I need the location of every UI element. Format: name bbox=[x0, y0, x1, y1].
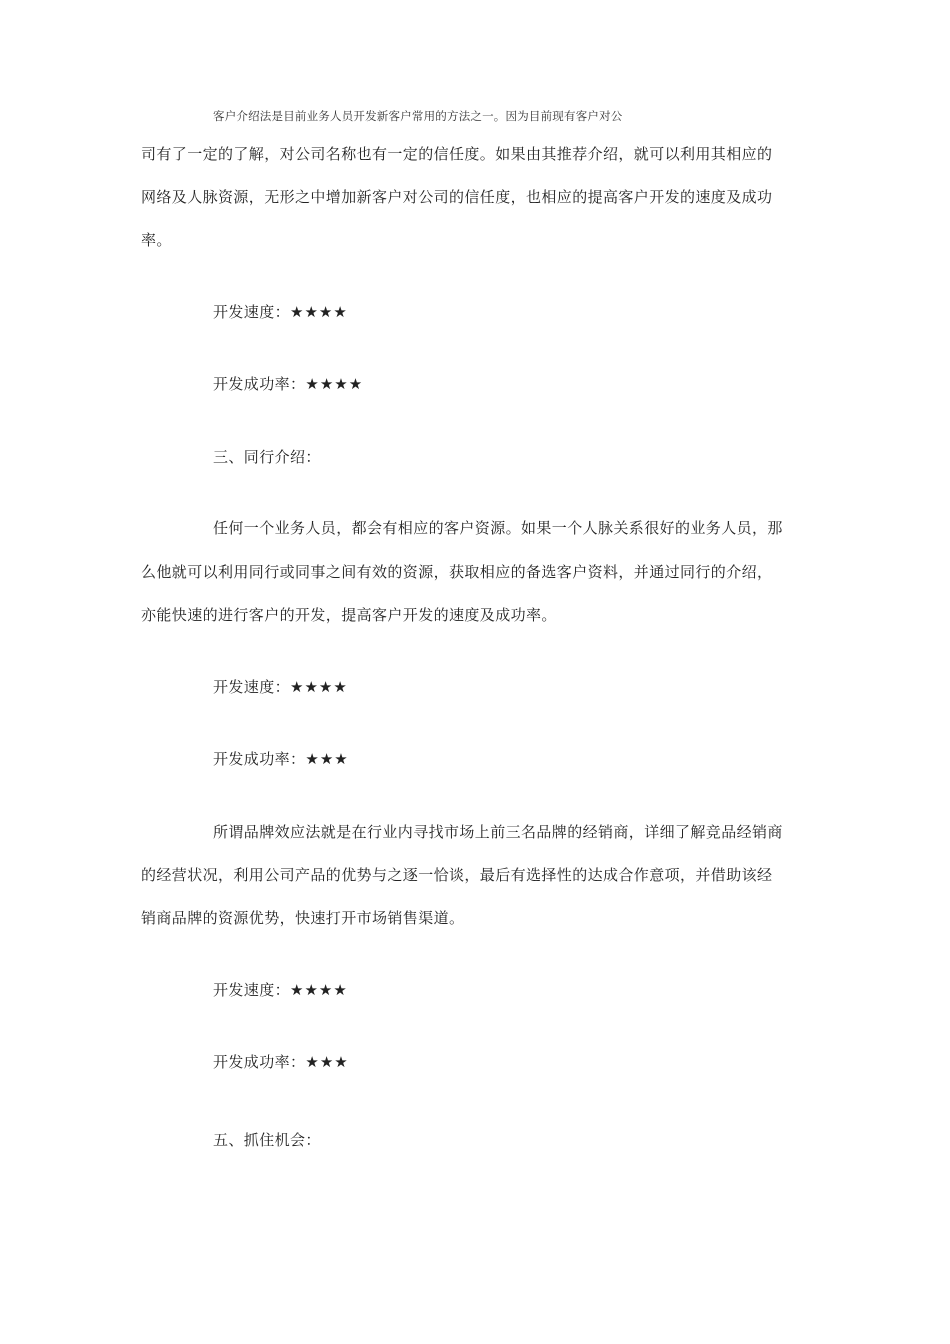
star-rating-icon: ★★★ bbox=[305, 750, 349, 768]
rating-label: 开发成功率： bbox=[213, 750, 306, 768]
paragraph-2-line-3: 亦能快速的进行客户的开发，提高客户开发的速度及成功率。 bbox=[141, 606, 557, 624]
rating-speed-1 bbox=[213, 302, 348, 322]
star-rating-icon: ★★★ bbox=[305, 1053, 349, 1071]
paragraph-1-line-2: 司有了一定的了解，对公司名称也有一定的信任度。如果由其推荐介绍，就可以利用其相应的 bbox=[141, 145, 773, 163]
paragraph-1-line-1: 客户介绍法是目前业务人员开发新客户常用的方法之一。因为目前现有客户对公 bbox=[213, 109, 623, 123]
star-rating-icon: ★★★★ bbox=[290, 303, 348, 321]
paragraph-2-line-1: 任何一个业务人员，都会有相应的客户资源。如果一个人脉关系很好的业务人员，那 bbox=[213, 519, 783, 537]
rating-speed-3 bbox=[213, 980, 348, 1000]
paragraph-3-line-2: 的经营状况，利用公司产品的优势与之逐一恰谈，最后有选择性的达成合作意项，并借助该经 bbox=[141, 866, 773, 884]
rating-label: 开发速度： bbox=[213, 678, 291, 696]
paragraph-3-line-1: 所谓品牌效应法就是在行业内寻找市场上前三名品牌的经销商，详细了解竞品经销商 bbox=[213, 823, 783, 841]
paragraph-3-line-3: 销商品牌的资源优势，快速打开市场销售渠道。 bbox=[141, 909, 465, 927]
star-rating-icon: ★★★★ bbox=[290, 981, 348, 999]
section-heading-3: 三、同行介绍： bbox=[213, 448, 321, 466]
rating-speed-2 bbox=[213, 677, 348, 697]
paragraph-1-line-4: 率。 bbox=[141, 231, 172, 249]
star-rating-icon: ★★★★ bbox=[290, 678, 348, 696]
paragraph-2-line-2: 么他就可以利用同行或同事之间有效的资源，获取相应的备选客户资料，并通过同行的介绍， bbox=[141, 563, 773, 581]
rating-label: 开发速度： bbox=[213, 981, 291, 999]
star-rating-icon: ★★★★ bbox=[305, 375, 364, 393]
paragraph-1-line-3: 网络及人脉资源，无形之中增加新客户对公司的信任度，也相应的提高客户开发的速度及成功 bbox=[141, 188, 773, 206]
rating-success-3 bbox=[213, 1052, 349, 1072]
rating-label: 开发成功率： bbox=[213, 1053, 306, 1071]
rating-label: 开发速度： bbox=[213, 303, 291, 321]
section-heading-5: 五、抓住机会： bbox=[213, 1131, 321, 1149]
rating-success-2 bbox=[213, 749, 349, 769]
rating-label: 开发成功率： bbox=[213, 375, 306, 393]
rating-success-1 bbox=[213, 374, 363, 394]
